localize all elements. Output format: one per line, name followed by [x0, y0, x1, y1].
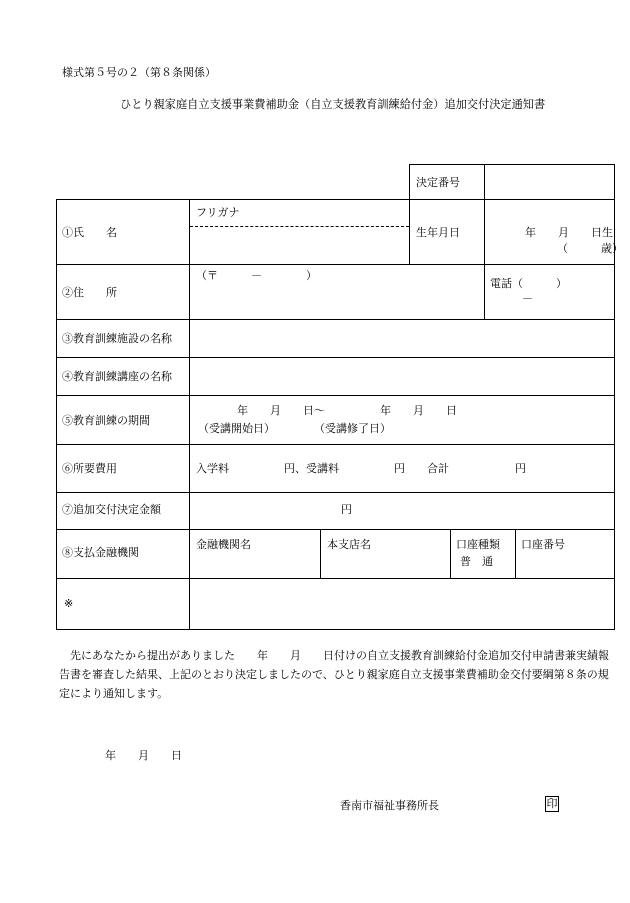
table-line	[409, 164, 615, 165]
dob-date[interactable]: 年 月 日生	[525, 226, 613, 239]
phone-dash: －	[522, 292, 533, 305]
table-line	[409, 164, 410, 264]
table-line	[450, 529, 451, 578]
bank-institution-label[interactable]: 金融機関名	[196, 538, 251, 551]
period-dates[interactable]: 年 月 日～ 年 月 日	[237, 404, 457, 417]
dob-label: 生年月日	[416, 226, 460, 239]
table-line	[56, 444, 615, 445]
seal-mark: 印	[546, 797, 558, 810]
bank-label: ⑧支払金融機関	[62, 546, 139, 559]
furigana-separator	[190, 226, 409, 227]
additional-amount-label: ⑦追加交付決定金額	[62, 503, 161, 516]
remarks-label: ※	[64, 597, 74, 610]
postal-code-field[interactable]: （〒 － ）	[196, 269, 317, 282]
table-line	[56, 319, 615, 320]
signatory: 香南市福祉事務所長	[340, 799, 439, 812]
course-label: ④教育訓練講座の名称	[62, 370, 172, 383]
table-line	[56, 357, 615, 358]
period-end-label: （受講修了日）	[314, 422, 391, 435]
phone-label[interactable]: 電話（ ）	[490, 277, 567, 290]
table-line	[56, 529, 615, 530]
table-line	[56, 492, 615, 493]
table-line	[56, 578, 615, 579]
decision-number-label: 決定番号	[416, 176, 460, 189]
facility-label: ③教育訓練施設の名称	[62, 332, 172, 345]
account-type-value[interactable]: 普 通	[460, 555, 493, 568]
table-line	[56, 395, 615, 396]
account-number-label[interactable]: 口座番号	[521, 538, 565, 551]
additional-amount-yen[interactable]: 円	[341, 503, 352, 516]
table-line	[56, 264, 615, 265]
cost-fields[interactable]: 入学料 円、受講料 円 合計 円	[196, 462, 526, 475]
period-start-label: （受講開始日）	[198, 422, 275, 435]
notice-paragraph: 先にあなたから提出がありました 年 月 日付けの自立支援教育訓練給付金追加交付申請書兼実績報告書を審査した結果、上記のとおり決定しましたので、ひとり親家庭自立支援事業費補助金交付要綱第８条の規定により通知します。	[59, 649, 609, 700]
table-line	[484, 164, 485, 320]
table-line	[56, 629, 615, 630]
dob-age[interactable]: （ 歳）	[557, 242, 623, 255]
table-line	[515, 529, 516, 578]
period-label: ⑤教育訓練の期間	[62, 414, 150, 427]
document-title: ひとり親家庭自立支援事業費補助金（自立支援教育訓練給付金）追加交付決定通知書	[120, 98, 546, 111]
furigana-label: フリガナ	[196, 206, 240, 219]
form-identifier: 様式第５号の２（第８条関係）	[62, 66, 216, 79]
cost-label: ⑥所要費用	[62, 462, 117, 475]
name-label: ①氏 名	[62, 226, 117, 239]
issue-date: 年 月 日	[105, 749, 182, 762]
account-type-label: 口座種類	[456, 538, 500, 551]
table-line	[614, 164, 615, 630]
table-line	[56, 199, 615, 200]
table-line	[320, 529, 321, 578]
bank-branch-label[interactable]: 本支店名	[327, 538, 371, 551]
address-label: ②住 所	[62, 286, 117, 299]
